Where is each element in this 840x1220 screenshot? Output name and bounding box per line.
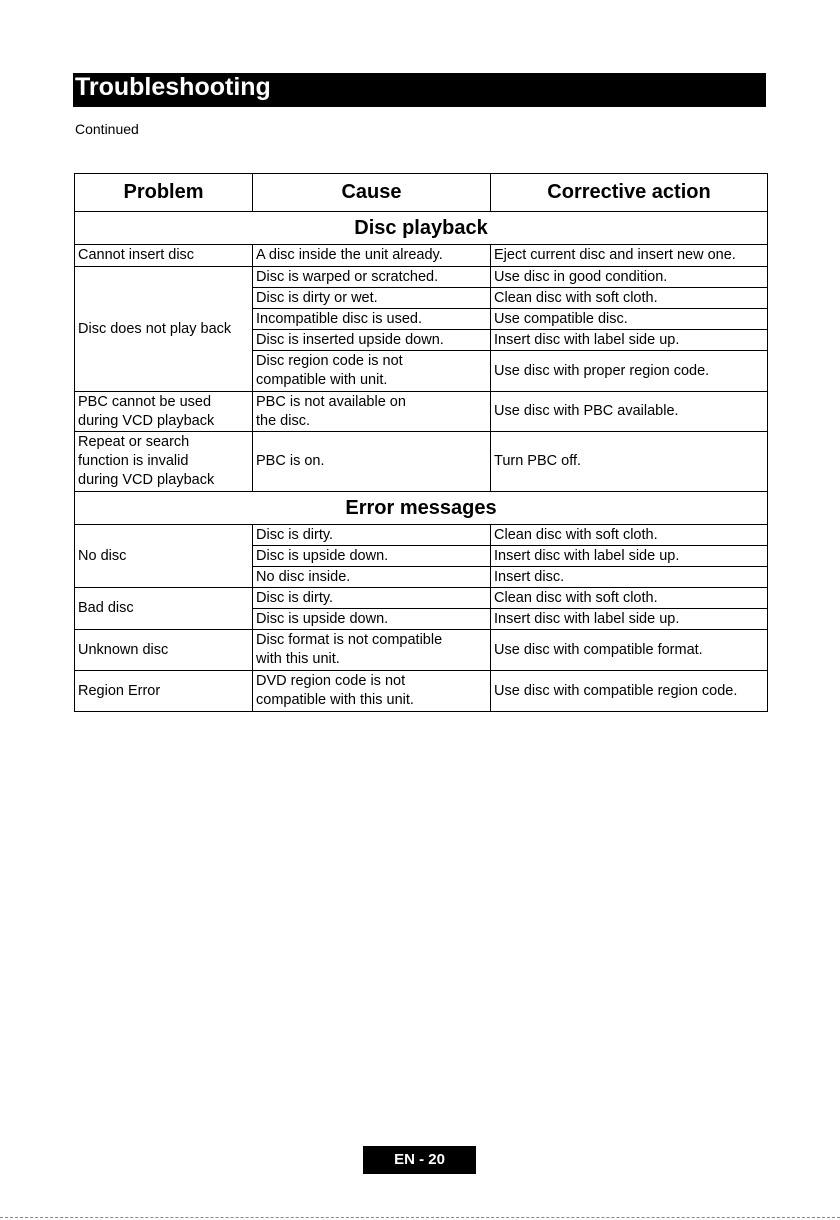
cause-cell: A disc inside the unit already. bbox=[253, 245, 491, 267]
table-row bbox=[75, 245, 768, 267]
cause-cell: Disc is upside down. bbox=[253, 546, 491, 567]
action-cell: Insert disc with label side up. bbox=[491, 609, 768, 630]
cause-cell: Disc is dirty. bbox=[253, 588, 491, 609]
cause-cell: Disc is dirty. bbox=[253, 525, 491, 546]
action-cell: Turn PBC off. bbox=[491, 432, 768, 492]
column-header-corrective-action: Corrective action bbox=[491, 174, 768, 212]
table-row bbox=[75, 630, 768, 671]
table-row bbox=[75, 267, 768, 288]
cause-cell: Incompatible disc is used. bbox=[253, 309, 491, 330]
action-cell: Insert disc. bbox=[491, 567, 768, 588]
table-row bbox=[75, 432, 768, 492]
table-header-row bbox=[75, 174, 768, 212]
problem-cell: Unknown disc bbox=[75, 630, 253, 671]
action-cell: Use disc with compatible region code. bbox=[491, 671, 768, 712]
cause-cell: Disc is upside down. bbox=[253, 609, 491, 630]
cause-cell: PBC is on. bbox=[253, 432, 491, 492]
problem-cell: PBC cannot be used during VCD playback bbox=[75, 392, 253, 432]
cause-cell: No disc inside. bbox=[253, 567, 491, 588]
section-row bbox=[75, 492, 768, 525]
table-row bbox=[75, 588, 768, 609]
continued-label: Continued bbox=[75, 121, 139, 137]
action-cell: Clean disc with soft cloth. bbox=[491, 288, 768, 309]
cause-cell: Disc is dirty or wet. bbox=[253, 288, 491, 309]
table-row bbox=[75, 671, 768, 712]
cause-cell: Disc format is not compatible with this unit. bbox=[253, 630, 491, 671]
section-title-disc-playback: Disc playback bbox=[75, 212, 768, 245]
problem-cell: Disc does not play back bbox=[75, 267, 253, 392]
problem-cell: No disc bbox=[75, 525, 253, 588]
problem-cell: Repeat or search function is invalid during VCD playback bbox=[75, 432, 253, 492]
problem-cell: Bad disc bbox=[75, 588, 253, 630]
section-title-error-messages: Error messages bbox=[75, 492, 768, 525]
action-cell: Clean disc with soft cloth. bbox=[491, 525, 768, 546]
problem-cell: Region Error bbox=[75, 671, 253, 712]
cause-cell: PBC is not available on the disc. bbox=[253, 392, 491, 432]
problem-cell: Cannot insert disc bbox=[75, 245, 253, 267]
table-row bbox=[75, 392, 768, 432]
column-header-problem: Problem bbox=[75, 174, 253, 212]
action-cell: Eject current disc and insert new one. bbox=[491, 245, 768, 267]
action-cell: Use compatible disc. bbox=[491, 309, 768, 330]
action-cell: Use disc in good condition. bbox=[491, 267, 768, 288]
action-cell: Use disc with compatible format. bbox=[491, 630, 768, 671]
column-header-cause: Cause bbox=[253, 174, 491, 212]
action-cell: Use disc with proper region code. bbox=[491, 351, 768, 392]
action-cell: Use disc with PBC available. bbox=[491, 392, 768, 432]
troubleshooting-table bbox=[74, 173, 768, 712]
action-cell: Insert disc with label side up. bbox=[491, 330, 768, 351]
table-row bbox=[75, 525, 768, 546]
trim-line bbox=[0, 1217, 840, 1218]
action-cell: Insert disc with label side up. bbox=[491, 546, 768, 567]
action-cell: Clean disc with soft cloth. bbox=[491, 588, 768, 609]
cause-cell: Disc region code is not compatible with unit. bbox=[253, 351, 491, 392]
page-number: EN - 20 bbox=[363, 1146, 476, 1174]
page-title: Troubleshooting bbox=[73, 73, 766, 107]
cause-cell: Disc is warped or scratched. bbox=[253, 267, 491, 288]
cause-cell: DVD region code is not compatible with this unit. bbox=[253, 671, 491, 712]
cause-cell: Disc is inserted upside down. bbox=[253, 330, 491, 351]
section-row bbox=[75, 212, 768, 245]
